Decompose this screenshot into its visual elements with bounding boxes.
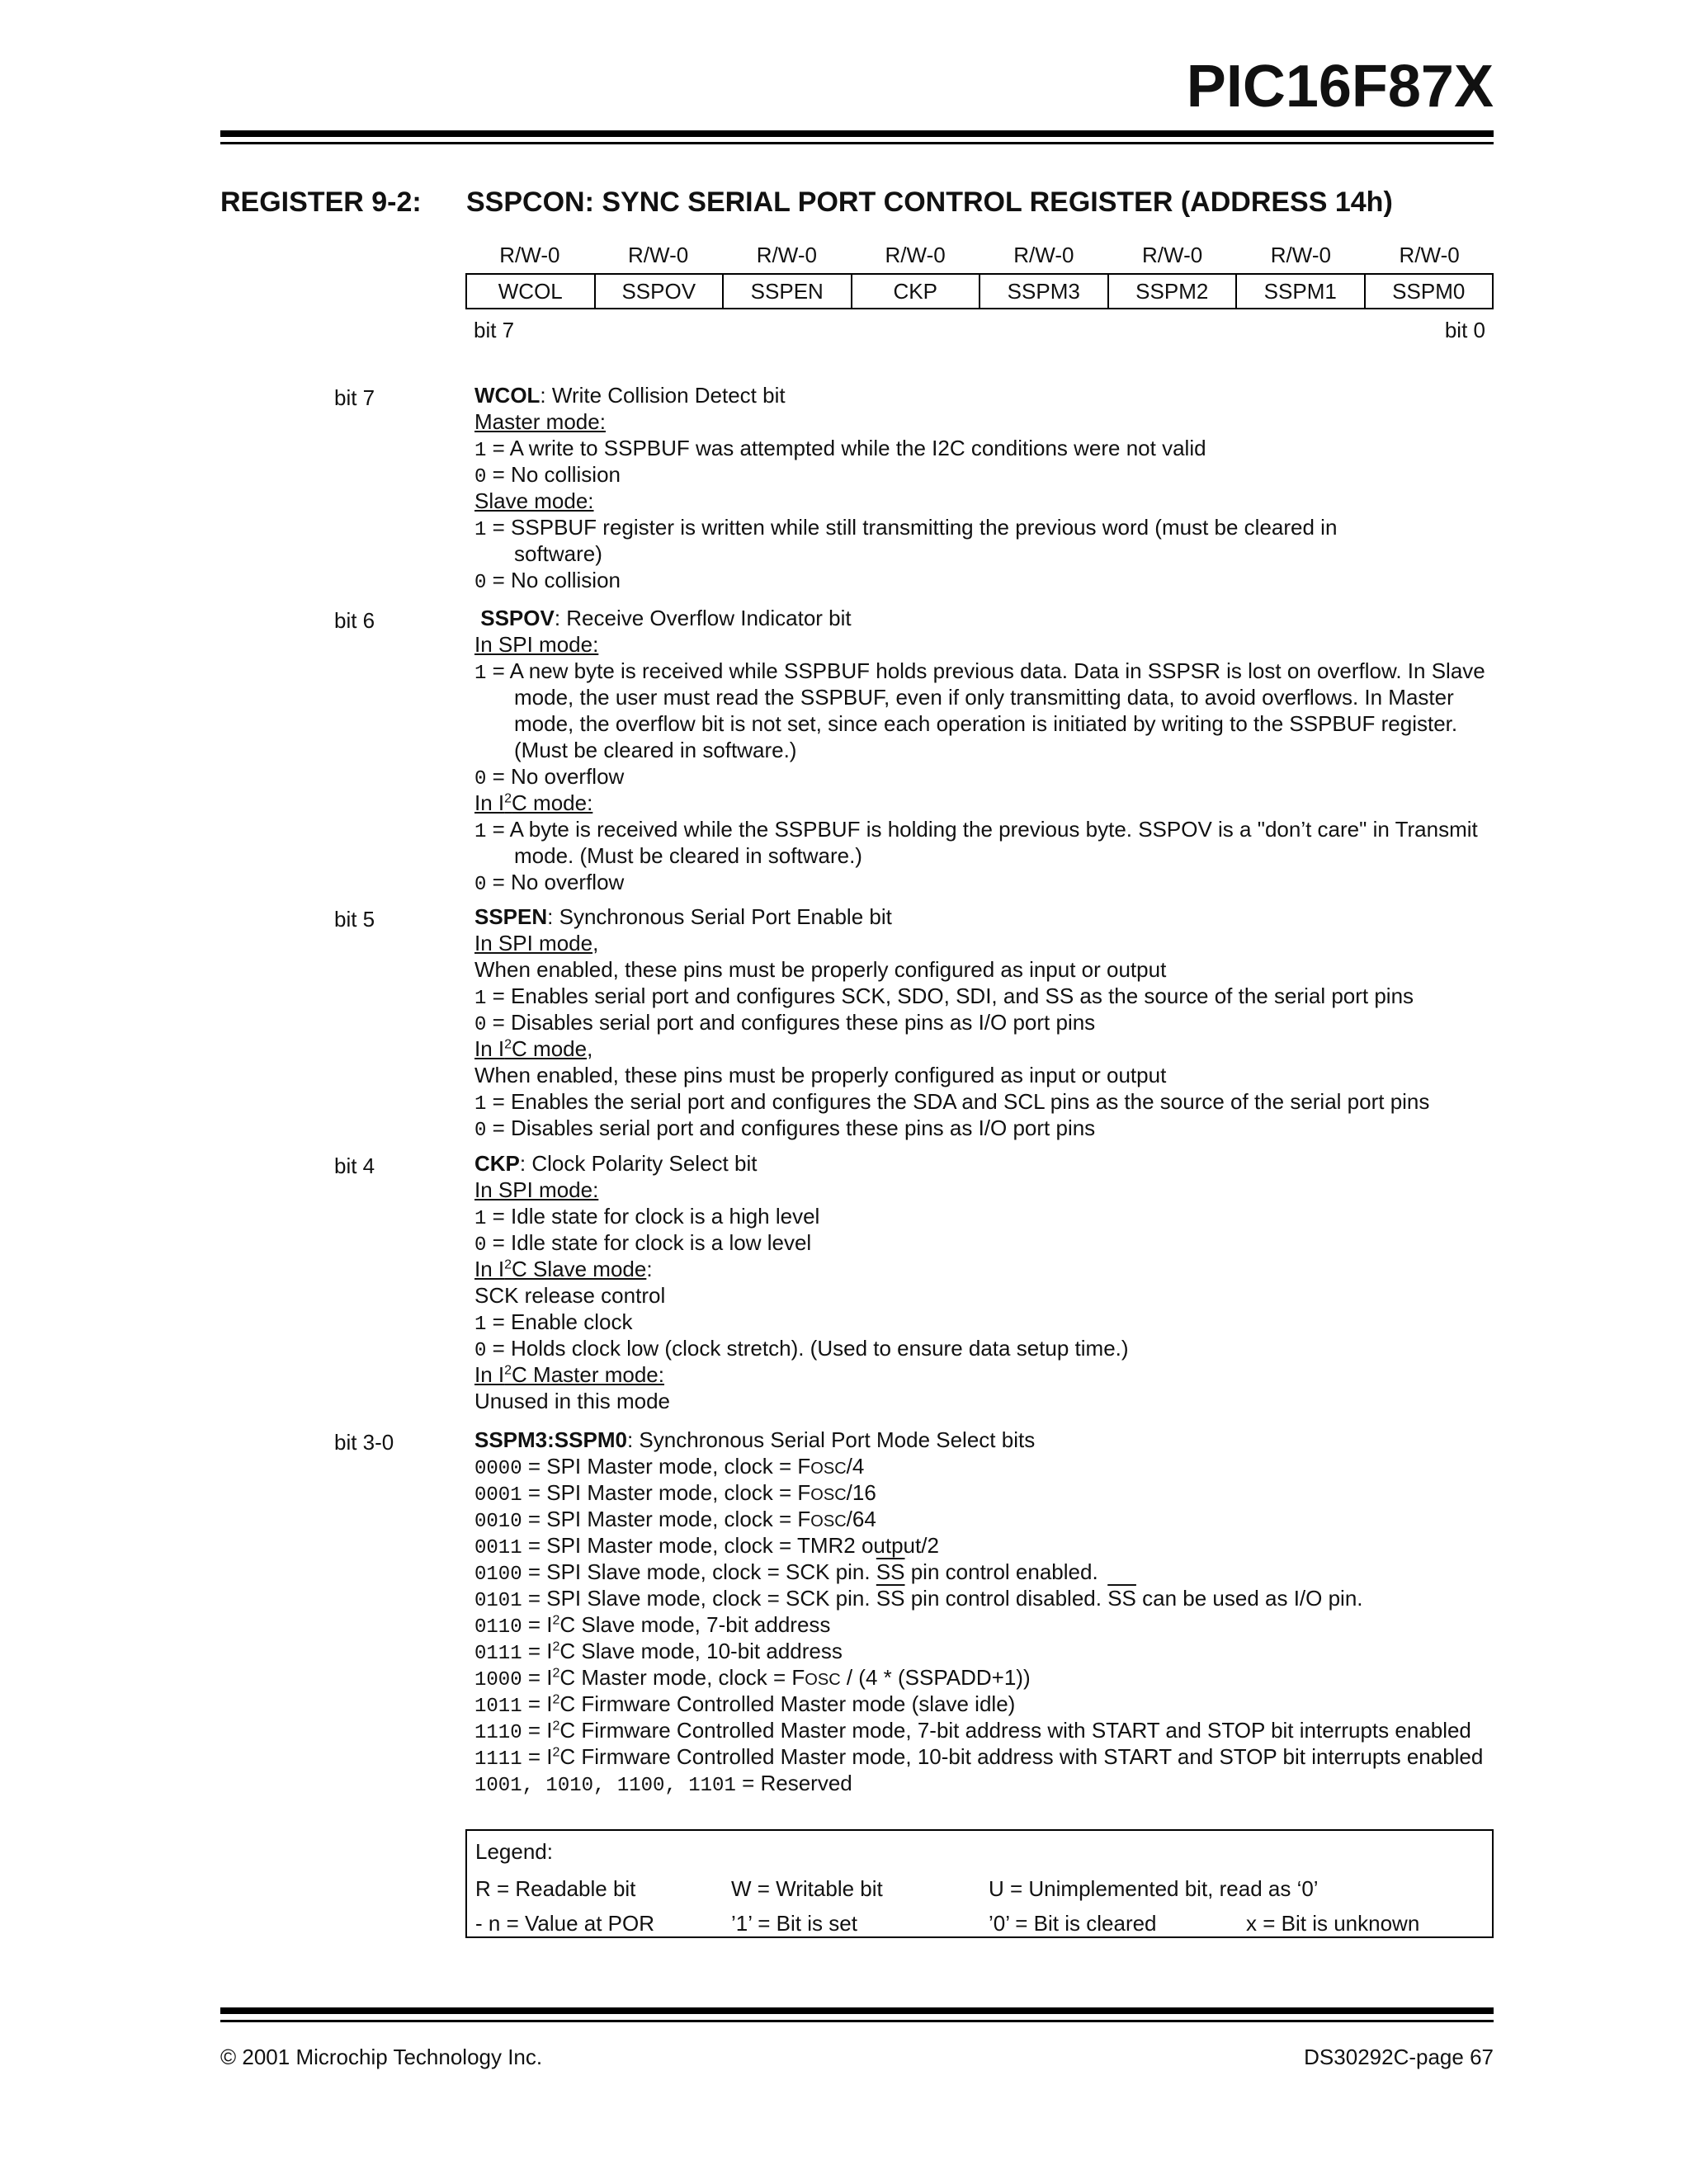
bit5-i2c-1 bbox=[474, 1088, 1498, 1115]
bit4-heading bbox=[474, 1150, 1498, 1177]
mode-heading-text: In I bbox=[474, 1362, 505, 1387]
mode-heading: In SPI mode: bbox=[474, 632, 599, 657]
access-cell: R/W-0 bbox=[628, 243, 689, 267]
footer-rule-thin bbox=[220, 2020, 1494, 2022]
msb-label: bit 7 bbox=[474, 318, 515, 342]
mode-text: = I bbox=[522, 1691, 553, 1716]
bit-cell: SSPOV bbox=[594, 275, 723, 308]
mode-code: 1001, 1010, 1100, 1101 bbox=[474, 1775, 736, 1797]
access-cell: R/W-0 bbox=[499, 243, 560, 267]
bit4-i2c-slave-mode bbox=[474, 1256, 1498, 1282]
mode-code: 1000 bbox=[474, 1669, 522, 1691]
bit-value: 0 bbox=[474, 1014, 487, 1036]
mode-0100 bbox=[474, 1559, 1498, 1585]
bit-cell: SSPEN bbox=[722, 275, 851, 308]
bit-value-text: = No overflow bbox=[486, 870, 625, 894]
bit5-heading bbox=[474, 903, 1498, 930]
mode-text: $\overline{SS}$ bbox=[876, 1559, 905, 1584]
mode-1000 bbox=[474, 1664, 1498, 1691]
mode-0111 bbox=[474, 1638, 1498, 1664]
access-cell: R/W-0 bbox=[756, 243, 817, 267]
mode-code: 0010 bbox=[474, 1511, 522, 1533]
bit-value-text: = A write to SSPBUF was attempted while the I2C conditions were not valid bbox=[486, 436, 1206, 460]
bit5-spi-0 bbox=[474, 1009, 1498, 1035]
bit6-title: : Receive Overflow Indicator bit bbox=[554, 606, 852, 630]
superscript: 2 bbox=[552, 1745, 560, 1760]
mode-code: 0011 bbox=[474, 1537, 522, 1559]
mode-heading bbox=[474, 1362, 664, 1387]
bit-value-text: mode. (Must be cleared in software.) bbox=[514, 843, 862, 868]
bit4-label: bit 4 bbox=[334, 1153, 375, 1178]
legend-title: Legend: bbox=[475, 1839, 553, 1864]
superscript: 2 bbox=[552, 1719, 560, 1734]
bit-value: 1 bbox=[474, 519, 487, 541]
legend-cleared: ’0’ = Bit is cleared bbox=[989, 1911, 1157, 1936]
bit-value-text: = Enables the serial port and configures the SDA and SCL pins as the source of the serial port pins bbox=[486, 1089, 1430, 1114]
note-text: When enabled, these pins must be properly configured as input or output bbox=[474, 957, 1167, 982]
bit-value: 1 bbox=[474, 821, 487, 843]
footer-copyright: © 2001 Microchip Technology Inc. bbox=[220, 2045, 543, 2069]
bit6-description bbox=[474, 605, 1498, 895]
bit7-slave-1-cont bbox=[474, 540, 1498, 567]
bit7-description bbox=[474, 382, 1498, 593]
bit6-spi-mode bbox=[474, 631, 1498, 658]
mode-heading-text: C Slave mode bbox=[512, 1257, 647, 1281]
mode-code: 0001 bbox=[474, 1484, 522, 1507]
bit-cell: SSPM3 bbox=[979, 275, 1107, 308]
bit-value: 0 bbox=[474, 874, 487, 896]
bit4-spi-0 bbox=[474, 1229, 1498, 1256]
bit30-heading bbox=[474, 1427, 1498, 1453]
bit-cell: SSPM0 bbox=[1364, 275, 1493, 308]
mode-heading-text: In I bbox=[474, 790, 505, 815]
superscript: 2 bbox=[552, 1666, 560, 1681]
bit-value: 1 bbox=[474, 1093, 487, 1116]
mode-0101 bbox=[474, 1585, 1498, 1611]
bit6-label: bit 6 bbox=[334, 608, 375, 633]
bit-value: 0 bbox=[474, 768, 487, 790]
bit4-spi-1 bbox=[474, 1203, 1498, 1229]
mode-code: 0101 bbox=[474, 1590, 522, 1612]
access-cell: R/W-0 bbox=[1013, 243, 1074, 267]
mode-text: C Firmware Controlled Master mode, 10-bit address with START and STOP bit interrupts enabled bbox=[559, 1744, 1484, 1769]
mode-1110 bbox=[474, 1717, 1498, 1743]
punctuation: : bbox=[646, 1257, 653, 1281]
superscript: 2 bbox=[552, 1639, 560, 1654]
superscript: 2 bbox=[552, 1613, 560, 1628]
mode-text: $\overline{SS}$ bbox=[876, 1586, 905, 1611]
bit5-description bbox=[474, 903, 1498, 1141]
mode-code: 1111 bbox=[474, 1748, 522, 1771]
bit-cell: SSPM1 bbox=[1235, 275, 1364, 308]
note-text: SCK release control bbox=[474, 1283, 666, 1308]
mode-1011 bbox=[474, 1691, 1498, 1717]
bit4-sck-release bbox=[474, 1282, 1498, 1309]
bit-cell: SSPM2 bbox=[1107, 275, 1236, 308]
note-text: Unused in this mode bbox=[474, 1389, 671, 1413]
superscript: 2 bbox=[504, 791, 512, 806]
punctuation: , bbox=[592, 931, 599, 955]
mode-text: = I bbox=[522, 1744, 553, 1769]
bit7-master-mode bbox=[474, 408, 1498, 435]
mode-text: can be used as I/O pin. bbox=[1135, 1586, 1363, 1611]
bit6-spi-1-cont bbox=[474, 737, 1498, 763]
bit4-description bbox=[474, 1150, 1498, 1414]
mode-text: = SPI Slave mode, clock = SCK pin. bbox=[522, 1559, 876, 1584]
header-rule-thick bbox=[220, 130, 1494, 137]
mode-code: 1110 bbox=[474, 1722, 522, 1744]
mode-text: / (4 * (SSPADD+1)) bbox=[840, 1665, 1031, 1690]
bit5-name: SSPEN bbox=[474, 904, 548, 929]
superscript: 2 bbox=[504, 1363, 512, 1378]
mode-text: pin control disabled. bbox=[904, 1586, 1108, 1611]
bit-value-text: = No collision bbox=[486, 462, 621, 487]
access-cell: R/W-0 bbox=[1399, 243, 1460, 267]
mode-heading: In SPI mode bbox=[474, 931, 593, 955]
bit-value-text: = A byte is received while the SSPBUF is holding the previous byte. SSPOV is a "don’t care" in Transmit bbox=[486, 817, 1478, 842]
superscript: 2 bbox=[504, 1257, 512, 1272]
bit4-i2c-slave-0 bbox=[474, 1335, 1498, 1361]
bit-value-text: = Enable clock bbox=[486, 1309, 633, 1334]
mode-text: = SPI Master mode, clock = F bbox=[522, 1480, 811, 1505]
bit-value: 1 bbox=[474, 440, 487, 462]
mode-text: = SPI Slave mode, clock = SCK pin. bbox=[522, 1586, 876, 1611]
bit-value: 1 bbox=[474, 1208, 487, 1230]
bit-value: 0 bbox=[474, 572, 487, 594]
bit4-name: CKP bbox=[474, 1151, 520, 1176]
bit5-spi-mode bbox=[474, 930, 1498, 956]
superscript: 2 bbox=[552, 1692, 560, 1707]
bit6-name: SSPOV bbox=[480, 606, 555, 630]
mode-text: = I bbox=[522, 1718, 553, 1743]
bit-name-row bbox=[465, 273, 1494, 309]
mode-code: 0111 bbox=[474, 1643, 522, 1665]
note-text: When enabled, these pins must be properly configured as input or output bbox=[474, 1063, 1167, 1087]
bit4-unused bbox=[474, 1388, 1498, 1414]
mode-0000 bbox=[474, 1453, 1498, 1479]
legend-box bbox=[465, 1829, 1494, 1938]
bit4-i2c-slave-1 bbox=[474, 1309, 1498, 1335]
mode-heading-text: C Master mode: bbox=[512, 1362, 664, 1387]
access-cell: R/W-0 bbox=[885, 243, 946, 267]
mode-text: C Slave mode, 7-bit address bbox=[559, 1612, 831, 1637]
register-number: REGISTER 9-2: bbox=[220, 186, 422, 218]
bit-value-text: = A new byte is received while SSPBUF holds previous data. Data in SSPSR is lost on overflow. In Slave bbox=[486, 658, 1485, 683]
mode-code: 0110 bbox=[474, 1616, 522, 1639]
bit7-title: : Write Collision Detect bit bbox=[540, 383, 786, 408]
mode-text: /4 bbox=[846, 1454, 865, 1479]
mode-text: $\overline{SS}$ bbox=[1107, 1586, 1136, 1611]
mode-code: 0000 bbox=[474, 1458, 522, 1480]
mode-text: = SPI Master mode, clock = F bbox=[522, 1507, 811, 1531]
bit7-slave-1 bbox=[474, 514, 1498, 540]
bit30-label: bit 3-0 bbox=[334, 1430, 394, 1455]
mode-reserved bbox=[474, 1770, 1498, 1796]
bit7-slave-mode bbox=[474, 488, 1498, 514]
bit-value: 0 bbox=[474, 466, 487, 488]
mode-heading: Slave mode: bbox=[474, 488, 594, 513]
bit5-i2c-0 bbox=[474, 1115, 1498, 1141]
bit-value-text: = Idle state for clock is a high level bbox=[486, 1204, 820, 1229]
access-row bbox=[465, 237, 1494, 273]
bit5-i2c-mode bbox=[474, 1035, 1498, 1062]
mode-0010 bbox=[474, 1506, 1498, 1532]
mode-heading-text: C mode bbox=[512, 1036, 588, 1061]
bit5-spi-note bbox=[474, 956, 1498, 983]
bit-value: 1 bbox=[474, 988, 487, 1010]
bit5-spi-1 bbox=[474, 983, 1498, 1009]
legend-unknown: x = Bit is unknown bbox=[1246, 1911, 1420, 1936]
bit-value-text: (Must be cleared in software.) bbox=[514, 738, 797, 762]
mode-heading-text: In I bbox=[474, 1036, 505, 1061]
mode-heading bbox=[474, 790, 592, 815]
mode-heading: In SPI mode: bbox=[474, 1177, 599, 1202]
access-cell: R/W-0 bbox=[1270, 243, 1331, 267]
bit-value-text: = Holds clock low (clock stretch). (Used to ensure data setup time.) bbox=[486, 1336, 1129, 1361]
mode-text: = I bbox=[522, 1665, 553, 1690]
bit-value-text: = Enables serial port and configures SCK, SDO, SDI, and SS as the source of the serial port pins bbox=[486, 984, 1414, 1008]
bit-value: 0 bbox=[474, 1340, 487, 1362]
bit-value-text: mode, the overflow bit is not set, since each operation is initiated by writing to the SSPBUF register. bbox=[514, 711, 1458, 736]
mode-text: = I bbox=[522, 1612, 553, 1637]
bit5-label: bit 5 bbox=[334, 907, 375, 932]
mode-code: 0100 bbox=[474, 1564, 522, 1586]
mode-text: OSC bbox=[810, 1460, 847, 1478]
bit7-master-1 bbox=[474, 435, 1498, 461]
register-bit-table bbox=[465, 237, 1494, 343]
mode-text: C Firmware Controlled Master mode, 7-bit address with START and STOP bit interrupts enabled bbox=[559, 1718, 1471, 1743]
mode-0110 bbox=[474, 1611, 1498, 1638]
mode-0011 bbox=[474, 1532, 1498, 1559]
bit-value-text: = Idle state for clock is a low level bbox=[486, 1230, 812, 1255]
legend-writable: W = Writable bit bbox=[731, 1876, 883, 1901]
bit6-spi-1-cont bbox=[474, 710, 1498, 737]
bit6-spi-0 bbox=[474, 763, 1498, 790]
mode-0001 bbox=[474, 1479, 1498, 1506]
bit4-i2c-master-mode bbox=[474, 1361, 1498, 1388]
bit-value-text: = Disables serial port and configures these pins as I/O port pins bbox=[486, 1116, 1096, 1140]
access-cell: R/W-0 bbox=[1142, 243, 1203, 267]
mode-text: = SPI Master mode, clock = TMR2 output/2 bbox=[522, 1533, 939, 1558]
mode-text: /16 bbox=[846, 1480, 876, 1505]
mode-1111 bbox=[474, 1743, 1498, 1770]
mode-text: C Firmware Controlled Master mode (slave idle) bbox=[559, 1691, 1016, 1716]
bit6-i2c-1 bbox=[474, 816, 1498, 842]
mode-text: = I bbox=[522, 1639, 553, 1663]
bit-value-text: = SSPBUF register is written while still transmitting the previous word (must be cleared in bbox=[486, 515, 1338, 540]
bit-number-row bbox=[465, 318, 1494, 343]
mode-text: C Slave mode, 10-bit address bbox=[559, 1639, 843, 1663]
header-rule-thin bbox=[220, 142, 1494, 144]
lsb-label: bit 0 bbox=[1444, 318, 1485, 342]
bit-cell: WCOL bbox=[498, 279, 563, 304]
mode-code: 1011 bbox=[474, 1696, 522, 1718]
bit5-i2c-note bbox=[474, 1062, 1498, 1088]
bit30-title: : Synchronous Serial Port Mode Select bits bbox=[626, 1427, 1036, 1452]
bit4-title: : Clock Polarity Select bit bbox=[519, 1151, 758, 1176]
bit6-i2c-0 bbox=[474, 869, 1498, 895]
bit6-spi-1-cont bbox=[474, 684, 1498, 710]
bit-value-text: mode, the user must read the SSPBUF, even if only transmitting data, to avoid overflows. In Master bbox=[514, 685, 1454, 710]
mode-heading bbox=[474, 1257, 646, 1281]
mode-text: pin control enabled. bbox=[904, 1559, 1098, 1584]
mode-heading-text: In I bbox=[474, 1257, 505, 1281]
bit6-i2c-1-cont bbox=[474, 842, 1498, 869]
superscript: 2 bbox=[504, 1037, 512, 1052]
bit-value: 1 bbox=[474, 1314, 487, 1336]
mode-text: = SPI Master mode, clock = F bbox=[522, 1454, 811, 1479]
bit6-spi-1 bbox=[474, 658, 1498, 684]
bit-value-text: = No overflow bbox=[486, 764, 625, 789]
bit7-master-0 bbox=[474, 461, 1498, 488]
legend-readable: R = Readable bit bbox=[475, 1876, 636, 1901]
legend-unimplemented: U = Unimplemented bit, read as ‘0’ bbox=[989, 1876, 1319, 1901]
mode-text: OSC bbox=[810, 1486, 847, 1504]
mode-heading-text: C mode: bbox=[512, 790, 593, 815]
bit-value: 0 bbox=[474, 1120, 487, 1142]
mode-heading: Master mode: bbox=[474, 409, 606, 434]
bit7-name: WCOL bbox=[474, 383, 541, 408]
footer-page-number: DS30292C-page 67 bbox=[1304, 2045, 1494, 2069]
bit-value-text: = No collision bbox=[486, 568, 621, 592]
bit-value: 0 bbox=[474, 1234, 487, 1257]
bit7-heading bbox=[474, 382, 1498, 408]
bit-value-text: software) bbox=[514, 541, 602, 566]
bit6-heading bbox=[474, 605, 1498, 631]
register-title: SSPCON: SYNC SERIAL PORT CONTROL REGISTER (ADDRESS 14h) bbox=[466, 186, 1393, 218]
bit-cell: CKP bbox=[851, 275, 980, 308]
mode-text: C Master mode, clock = F bbox=[559, 1665, 805, 1690]
bit7-slave-0 bbox=[474, 567, 1498, 593]
bit-value: 1 bbox=[474, 663, 487, 685]
mode-text: /64 bbox=[846, 1507, 876, 1531]
bit5-title: : Synchronous Serial Port Enable bit bbox=[547, 904, 892, 929]
document-title: PIC16F87X bbox=[1186, 54, 1494, 120]
mode-text: OSC bbox=[805, 1671, 841, 1689]
legend-por: - n = Value at POR bbox=[475, 1911, 655, 1936]
legend-set: ’1’ = Bit is set bbox=[731, 1911, 857, 1936]
footer-rule-thick bbox=[220, 2007, 1494, 2014]
punctuation: , bbox=[587, 1036, 593, 1061]
bit30-name: SSPM3:SSPM0 bbox=[474, 1427, 627, 1452]
mode-text: OSC bbox=[810, 1512, 847, 1531]
bit4-spi-mode bbox=[474, 1177, 1498, 1203]
bit30-description bbox=[474, 1427, 1498, 1796]
bit7-label: bit 7 bbox=[334, 385, 375, 410]
bit6-i2c-mode bbox=[474, 790, 1498, 816]
bit-value-text: = Disables serial port and configures these pins as I/O port pins bbox=[486, 1010, 1096, 1035]
mode-heading bbox=[474, 1036, 587, 1061]
mode-text: = Reserved bbox=[735, 1771, 852, 1795]
